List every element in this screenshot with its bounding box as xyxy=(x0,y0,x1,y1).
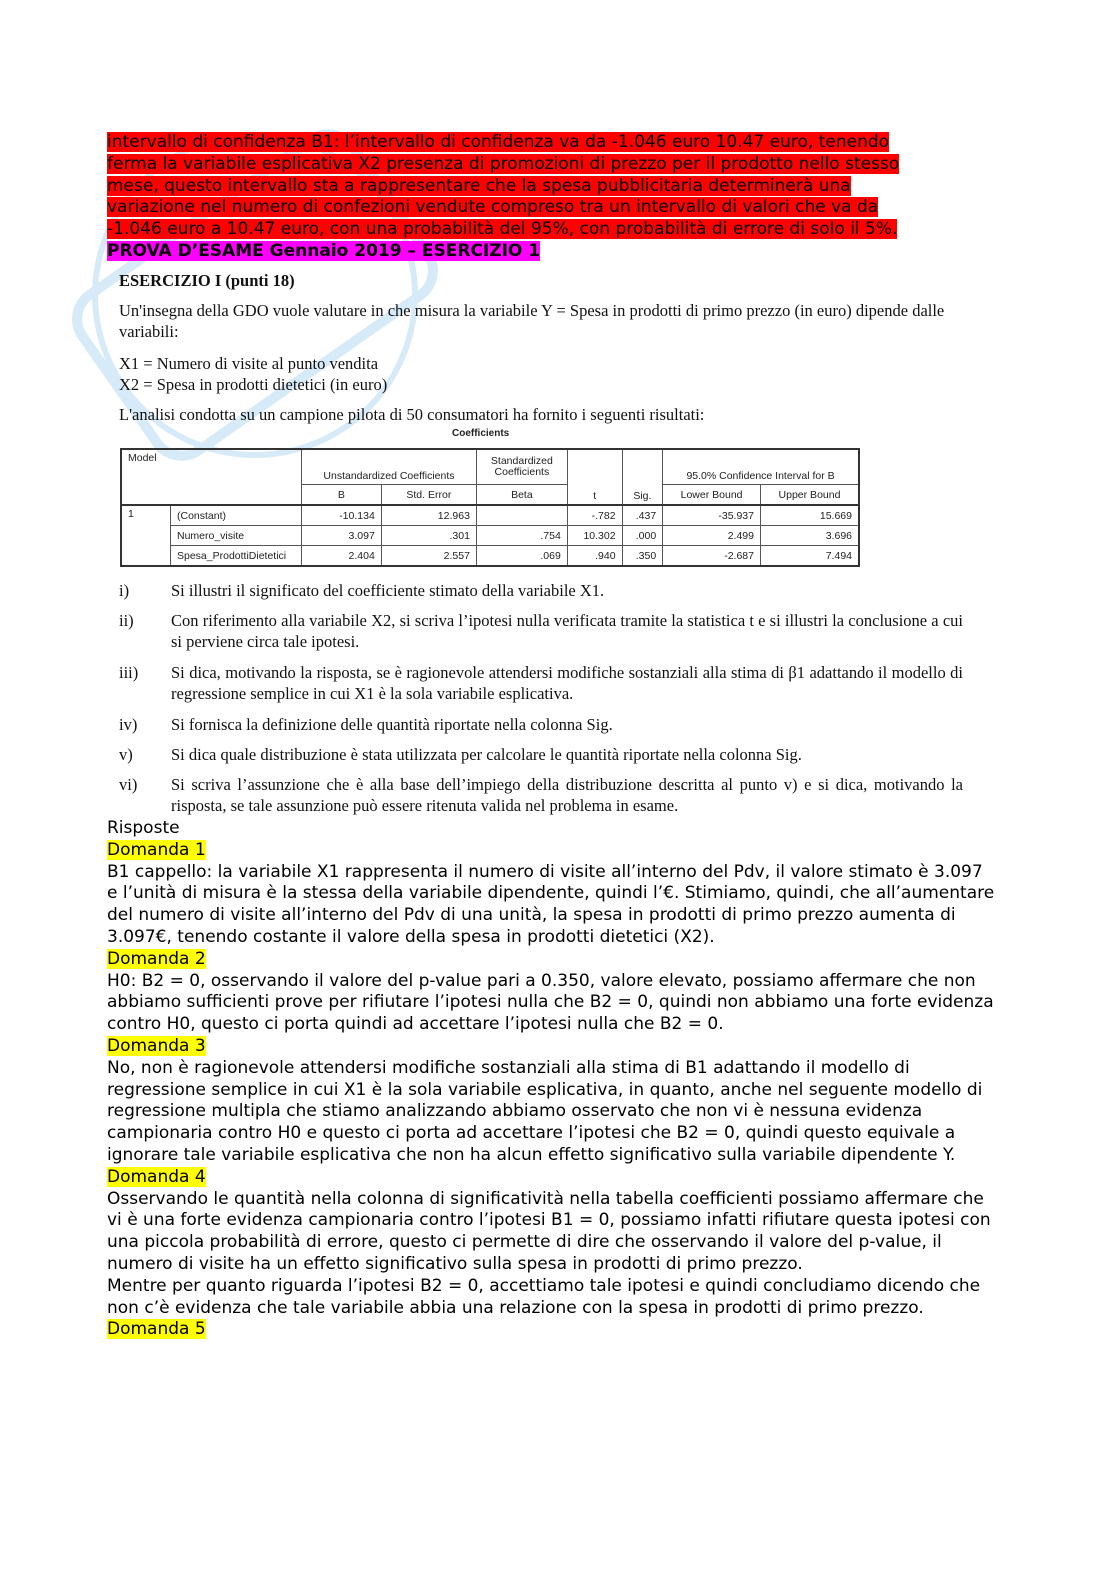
exam-heading: PROVA D’ESAME Gennaio 2019 – ESERCIZIO 1 xyxy=(107,240,541,261)
row-t: .940 xyxy=(567,546,622,567)
row-lower: 2.499 xyxy=(663,526,761,546)
answer-label-2: Domanda 2 xyxy=(107,948,206,969)
top-line-3: mese, questo intervallo sta a rappresentare che la spesa pubblicitaria determinerà una xyxy=(107,175,851,196)
answer-label-5: Domanda 5 xyxy=(107,1319,206,1340)
question-text: Con riferimento alla variabile X2, si scriva l’ipotesi nulla verificata tramite la statistica t e si illustri la conclusione a cui si perviene circa tale ipotesi. xyxy=(171,611,963,651)
answer-text-3: No, non è ragionevole attendersi modifiche sostanziali alla stima di B1 adattando il modello di regressione semplice in cui X1 è la sola variabile esplicativa, in quanto, anche nel seguente modello di regressione multipla che stiamo analizzando abbiamo osservato che non vi è nessuna evidenza campionaria contro H0 e questo ci porta ad accettare l’ipotesi che B2 = 0, quindi questo equivale a ignorare tale variabile esplicativa che non ha alcun effetto significativo sulla variabile dipendente Y. xyxy=(107,1057,983,1165)
header-unstandardized: Unstandardized Coefficients xyxy=(302,449,477,485)
row-lower: -35.937 xyxy=(663,505,761,526)
question-number: iv) xyxy=(119,715,138,734)
header-standardized-line2: Coefficients xyxy=(494,466,550,478)
row-b: -10.134 xyxy=(302,505,382,526)
exercise-var1: X1 = Numero di visite al punto vendita xyxy=(119,354,379,373)
exercise-sample: L'analisi condotta su un campione pilota di 50 consumatori ha fornito i seguenti risultati: xyxy=(119,405,705,424)
answer-text-2: H0: B2 = 0, osservando il valore del p-value pari a 0.350, valore elevato, possiamo affermare che non abbiamo sufficienti prove per rifiutare l’ipotesi nulla che B2 = 0, quindi non abbiamo una forte evidenza contro H0, questo ci porta quindi ad accettare l’ipotesi nulla che B2 = 0. xyxy=(107,970,994,1035)
table-header-row-1 xyxy=(121,449,859,485)
row-name: Spesa_ProdottiDietetici xyxy=(171,546,302,567)
exercise-intro: Un'insegna della GDO vuole valutare in che misura la variabile Y = Spesa in prodotti di primo prezzo (in euro) dipende dalle variabili: xyxy=(119,301,945,341)
header-standardized xyxy=(476,449,567,485)
question-text: Si scriva l’assunzione che è alla base dell’impiego della distribuzione descritta al punto v) e si dica, motivando la risposta, se tale assunzione può essere ritenuta valida nel problema in esame. xyxy=(171,775,963,815)
question-text: Si illustri il significato del coefficiente stimato della variabile X1. xyxy=(171,581,605,600)
row-sig: .000 xyxy=(622,526,663,546)
question-number: vi) xyxy=(119,775,138,794)
header-std-error: Std. Error xyxy=(381,485,476,506)
answer-text-4b: Mentre per quanto riguarda l’ipotesi B2 = 0, accettiamo tale ipotesi e quindi concludiamo dicendo che non c’è evidenza che tale variabile abbia una relazione con la spesa in prodotti di primo prezzo. xyxy=(107,1275,981,1318)
row-name: (Constant) xyxy=(171,505,302,526)
answer-label-3: Domanda 3 xyxy=(107,1035,206,1056)
header-t: t xyxy=(567,449,622,505)
row-t: -.782 xyxy=(567,505,622,526)
answer-label-4: Domanda 4 xyxy=(107,1166,206,1187)
row-upper: 3.696 xyxy=(760,526,859,546)
table-row xyxy=(121,546,859,567)
answer-label-1: Domanda 1 xyxy=(107,839,206,860)
header-sig: Sig. xyxy=(622,449,663,505)
row-upper: 7.494 xyxy=(760,546,859,567)
table-title: Coefficients xyxy=(452,428,510,439)
row-upper: 15.669 xyxy=(760,505,859,526)
table-row xyxy=(121,505,859,526)
answers-section xyxy=(107,818,997,1341)
row-beta xyxy=(476,505,567,526)
exercise-var2: X2 = Spesa in prodotti dietetici (in euro) xyxy=(119,375,388,394)
answers-heading: Risposte xyxy=(107,818,180,838)
row-se: 2.557 xyxy=(381,546,476,567)
table-row xyxy=(121,526,859,546)
top-line-2: ferma la variabile esplicativa X2 presenza di promozioni di prezzo per il prodotto nello stesso xyxy=(107,153,900,174)
row-sig: .350 xyxy=(622,546,663,567)
row-t: 10.302 xyxy=(567,526,622,546)
row-lower: -2.687 xyxy=(663,546,761,567)
header-model: Model xyxy=(121,449,302,505)
row-beta: .069 xyxy=(476,546,567,567)
row-name: Numero_visite xyxy=(171,526,302,546)
top-line-5: -1.046 euro a 10.47 euro, con una probabilità del 95%, con probabilità di errore di solo il 5%. xyxy=(107,219,898,240)
header-beta: Beta xyxy=(476,485,567,506)
answer-text-1: B1 cappello: la variabile X1 rappresenta il numero di visite all’interno del Pdv, il valore stimato è 3.097 e l’unità di misura è la stessa della variabile dipendente, quindi l’€. Stimiamo, quindi, che all’aumentare del numero di visite all’interno del Pdv di una unità, la spesa in prodotti di primo prezzo aumenta di 3.097€, tenendo costante il valore della spesa in prodotti dietetici (X2). xyxy=(107,861,995,947)
row-se: .301 xyxy=(381,526,476,546)
header-standardized-line1: Standardized xyxy=(490,455,553,467)
top-line-4: variazione nel numero di confezioni vendute compreso tra un intervallo di valori che va da xyxy=(107,197,879,218)
question-text: Si fornisca la definizione delle quantità riportate nella colonna Sig. xyxy=(171,715,613,734)
header-confidence: 95.0% Confidence Interval for B xyxy=(663,449,859,485)
model-number: 1 xyxy=(121,505,171,566)
question-number: i) xyxy=(119,581,130,600)
question-text: Si dica, motivando la risposta, se è ragionevole attendersi modifiche sostanziali alla stima di β1 adattando il modello di regressione semplice in cui X1 è la sola variabile esplicativa. xyxy=(171,663,963,703)
question-number: iii) xyxy=(119,663,139,682)
top-line-1: intervallo di confidenza B1: l’intervallo di confidenza va da -1.046 euro 10.47 euro, tenendo xyxy=(107,132,890,152)
coefficients-table xyxy=(120,448,860,567)
question-text: Si dica quale distribuzione è stata utilizzata per calcolare le quantità riportate nella colonna Sig. xyxy=(171,745,802,764)
question-number: ii) xyxy=(119,611,134,630)
header-lower-bound: Lower Bound xyxy=(663,485,761,506)
answer-text-4: Osservando le quantità nella colonna di significatività nella tabella coefficienti possiamo affermare che vi è una forte evidenza campionaria contro l’ipotesi B1 = 0, possiamo infatti rifiutare questa ipotesi con una piccola probabilità di errore, questo ci permette di dire che osservando il valore del p-value, il numero di visite ha un effetto significativo sulla spesa in prodotti di primo prezzo. xyxy=(107,1188,991,1274)
header-upper-bound: Upper Bound xyxy=(760,485,859,506)
row-se: 12.963 xyxy=(381,505,476,526)
question-number: v) xyxy=(119,745,133,764)
row-beta: .754 xyxy=(476,526,567,546)
top-paragraph xyxy=(107,132,1007,263)
exercise-title: ESERCIZIO I (punti 18) xyxy=(119,271,295,290)
row-b: 3.097 xyxy=(302,526,382,546)
row-b: 2.404 xyxy=(302,546,382,567)
row-sig: .437 xyxy=(622,505,663,526)
header-b: B xyxy=(302,485,382,506)
